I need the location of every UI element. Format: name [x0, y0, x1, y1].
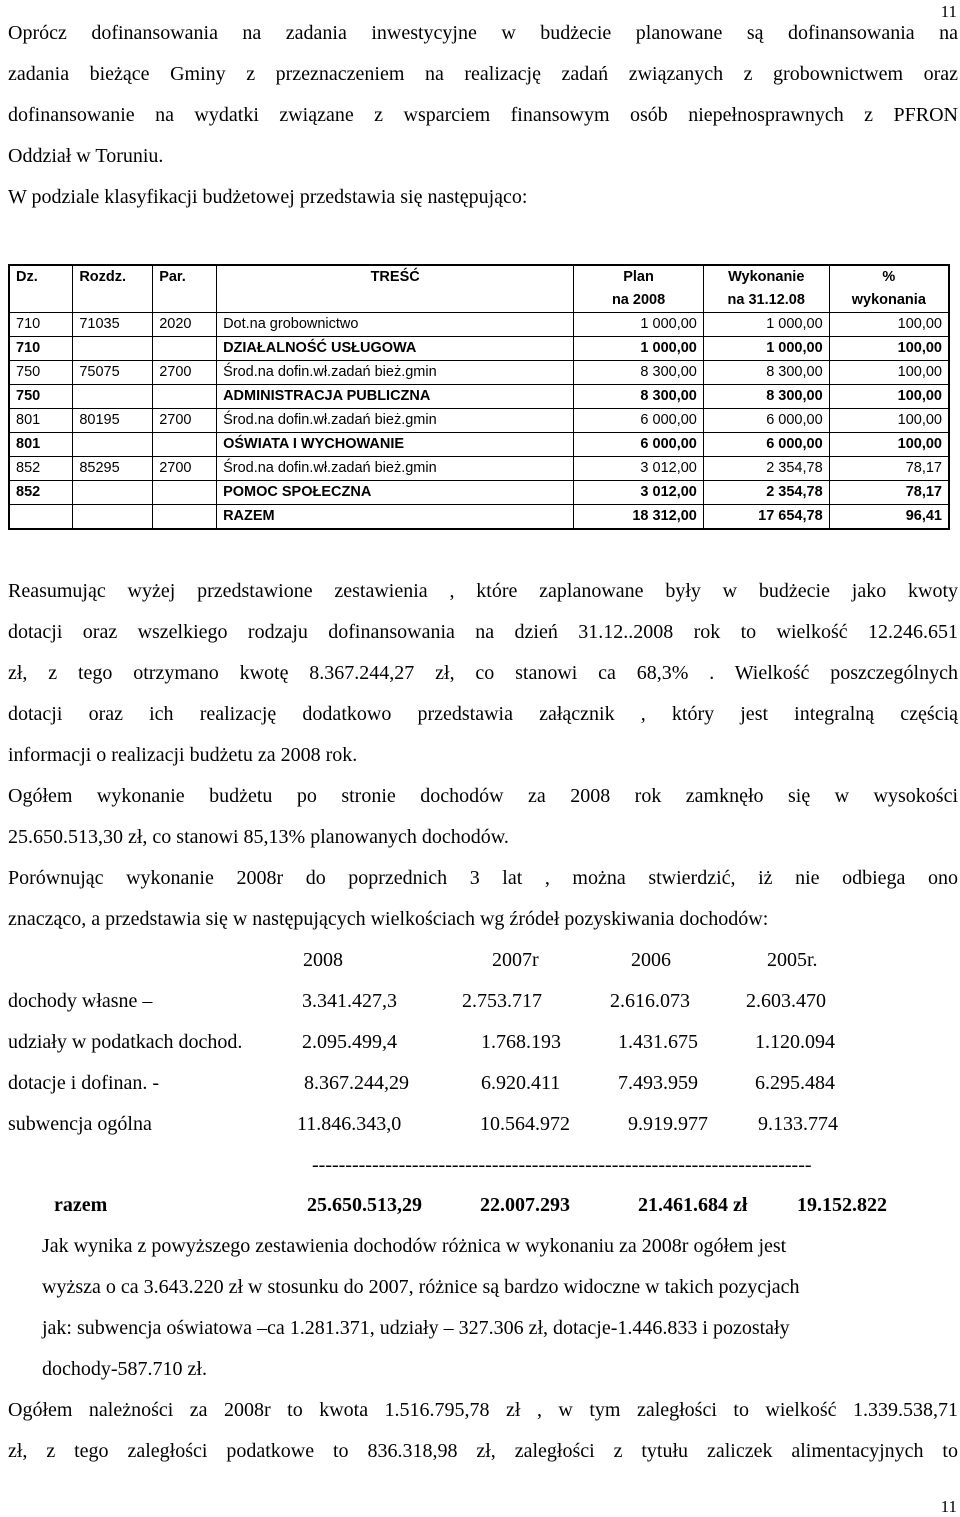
cell-dz: 801	[9, 409, 73, 433]
summary-line-4: dotacji oraz ich realizację dodatkowo przedstawia załącznik , który jest integralną częścią	[8, 703, 958, 725]
cell-rozdz	[73, 337, 153, 361]
comparison-value: 6.920.411	[481, 1072, 561, 1094]
cell-dz: 801	[9, 433, 73, 457]
table-header-row-1	[9, 265, 949, 289]
comparison-value: 1.768.193	[481, 1031, 561, 1053]
header-plan-year: na 2008	[574, 289, 704, 313]
header-dz: Dz.	[9, 265, 73, 289]
income-line-1: Ogółem wykonanie budżetu po stronie dochodów za 2008 rok zamknęło się w wysokości	[8, 785, 958, 807]
cell-percent: 96,41	[829, 505, 949, 530]
cell-wykonanie: 6 000,00	[703, 433, 829, 457]
header-dz-cont	[9, 289, 73, 313]
cell-tresc: DZIAŁALNOŚĆ USŁUGOWA	[217, 337, 574, 361]
comparison-value: 7.493.959	[618, 1072, 698, 1094]
intro-line-1: Oprócz dofinansowania na zadania inwestycyjne w budżecie planowane są dofinansowania na	[8, 22, 958, 44]
comparison-value: 11.846.343,0	[297, 1113, 402, 1135]
cell-rozdz: 71035	[73, 313, 153, 337]
cell-percent: 100,00	[829, 409, 949, 433]
summary-line-1: Reasumując wyżej przedstawione zestawienia , które zaplanowane były w budżecie jako kwoty	[8, 580, 958, 602]
cell-plan: 6 000,00	[574, 433, 704, 457]
cell-plan: 1 000,00	[574, 337, 704, 361]
cell-percent: 100,00	[829, 385, 949, 409]
cell-plan: 3 012,00	[574, 457, 704, 481]
cell-plan: 3 012,00	[574, 481, 704, 505]
cell-wykonanie: 1 000,00	[703, 313, 829, 337]
table-row	[9, 505, 949, 530]
header-rozdz-cont	[73, 289, 153, 313]
table-row	[9, 481, 949, 505]
cell-percent: 100,00	[829, 313, 949, 337]
comparison-total-value: 25.650.513,29	[307, 1194, 422, 1216]
header-tresc-cont	[217, 289, 574, 313]
receivables-line-1: Ogółem należności za 2008r to kwota 1.516.795,78 zł , w tym zaległości to wielkość 1.339.538,71	[8, 1399, 958, 1421]
comparison-value: 9.133.774	[758, 1113, 838, 1135]
cell-percent: 100,00	[829, 337, 949, 361]
year-2007: 2007r	[492, 949, 539, 971]
cell-plan: 8 300,00	[574, 361, 704, 385]
comparison-value: 1.431.675	[618, 1031, 698, 1053]
cell-wykonanie: 8 300,00	[703, 361, 829, 385]
comparison-label-own-income: dochody własne –	[8, 990, 153, 1012]
comparison-value: 6.295.484	[755, 1072, 835, 1094]
cell-dz	[9, 505, 73, 530]
cell-wykonanie: 2 354,78	[703, 457, 829, 481]
year-2006: 2006	[631, 949, 671, 971]
comparison-total-value: 19.152.822	[797, 1194, 887, 1216]
cell-dz: 710	[9, 337, 73, 361]
cell-wykonanie: 2 354,78	[703, 481, 829, 505]
cell-tresc: ADMINISTRACJA PUBLICZNA	[217, 385, 574, 409]
table-header-row-2	[9, 289, 949, 313]
cell-rozdz	[73, 433, 153, 457]
cell-plan: 18 312,00	[574, 505, 704, 530]
cell-rozdz	[73, 505, 153, 530]
summary-line-5: informacji o realizacji budżetu za 2008 rok.	[8, 744, 358, 766]
comparison-label-tax-shares: udziały w podatkach dochod.	[8, 1031, 243, 1053]
cell-percent: 100,00	[829, 361, 949, 385]
difference-line-4: dochody-587.710 zł.	[42, 1358, 207, 1380]
header-rozdz: Rozdz.	[73, 265, 153, 289]
cell-par: 2700	[153, 457, 217, 481]
cell-percent: 78,17	[829, 481, 949, 505]
receivables-line-2: zł, z tego zaległości podatkowe to 836.318,98 zł, zaległości z tytułu zaliczek alimentacyjnych to	[8, 1440, 958, 1462]
comparison-total-label: razem	[54, 1194, 108, 1216]
comparison-separator: ---------------------------------------------------------------------------	[312, 1154, 812, 1176]
cell-tresc: Środ.na dofin.wł.zadań bież.gmin	[217, 361, 574, 385]
cell-par: 2700	[153, 361, 217, 385]
comparison-label-grants: dotacje i dofinan. -	[8, 1072, 160, 1094]
comparison-total-value: 21.461.684 zł	[638, 1194, 748, 1216]
cell-wykonanie: 8 300,00	[703, 385, 829, 409]
comparison-value: 10.564.972	[480, 1113, 570, 1135]
cell-tresc: POMOC SPOŁECZNA	[217, 481, 574, 505]
intro-line-4: Oddział w Toruniu.	[8, 145, 164, 167]
cell-dz: 750	[9, 385, 73, 409]
header-plan: Plan	[574, 265, 704, 289]
cell-tresc: Środ.na dofin.wł.zadań bież.gmin	[217, 457, 574, 481]
cell-rozdz: 75075	[73, 361, 153, 385]
budget-table	[8, 264, 950, 530]
table-row	[9, 361, 949, 385]
comparison-value: 8.367.244,29	[304, 1072, 409, 1094]
cell-rozdz	[73, 385, 153, 409]
cell-tresc: RAZEM	[217, 505, 574, 530]
intro-line-2: zadania bieżące Gminy z przeznaczeniem na realizację zadań związanych z grobownictwem oraz	[8, 63, 958, 85]
year-2005: 2005r.	[767, 949, 818, 971]
header-wykonanie: Wykonanie	[703, 265, 829, 289]
header-tresc: TREŚĆ	[217, 265, 574, 289]
header-par: Par.	[153, 265, 217, 289]
table-row	[9, 409, 949, 433]
comparison-value: 9.919.977	[628, 1113, 708, 1135]
cell-par	[153, 481, 217, 505]
comparison-value: 2.616.073	[610, 990, 690, 1012]
comparison-value: 3.341.427,3	[302, 990, 397, 1012]
cell-wykonanie: 1 000,00	[703, 337, 829, 361]
cell-tresc: OŚWIATA I WYCHOWANIE	[217, 433, 574, 457]
header-par-cont	[153, 289, 217, 313]
table-row	[9, 457, 949, 481]
classification-intro: W podziale klasyfikacji budżetowej przedstawia się następująco:	[8, 186, 528, 208]
intro-line-3: dofinansowanie na wydatki związane z wsparciem finansowym osób niepełnosprawnych z PFRON	[8, 104, 958, 126]
cell-par	[153, 505, 217, 530]
comparison-value: 2.753.717	[462, 990, 542, 1012]
cell-rozdz: 80195	[73, 409, 153, 433]
cell-par	[153, 433, 217, 457]
income-line-2: 25.650.513,30 zł, co stanowi 85,13% planowanych dochodów.	[8, 826, 509, 848]
header-wykonanie-date: na 31.12.08	[703, 289, 829, 313]
table-row	[9, 433, 949, 457]
cell-par	[153, 337, 217, 361]
cell-plan: 6 000,00	[574, 409, 704, 433]
cell-tresc: Środ.na dofin.wł.zadań bież.gmin	[217, 409, 574, 433]
cell-par: 2700	[153, 409, 217, 433]
comparison-total-value: 22.007.293	[480, 1194, 570, 1216]
cell-plan: 1 000,00	[574, 313, 704, 337]
cell-plan: 8 300,00	[574, 385, 704, 409]
cell-par: 2020	[153, 313, 217, 337]
cell-percent: 78,17	[829, 457, 949, 481]
difference-line-2: wyższa o ca 3.643.220 zł w stosunku do 2007, różnice są bardzo widoczne w takich pozycjach	[42, 1276, 800, 1298]
comparison-value: 2.603.470	[746, 990, 826, 1012]
table-row	[9, 313, 949, 337]
cell-dz: 710	[9, 313, 73, 337]
comparison-intro-line-1: Porównując wykonanie 2008r do poprzednich 3 lat , można stwierdzić, iż nie odbiega ono	[8, 867, 958, 889]
summary-line-2: dotacji oraz wszelkiego rodzaju dofinansowania na dzień 31.12..2008 rok to wielkość 12.246.651	[8, 621, 958, 643]
cell-wykonanie: 17 654,78	[703, 505, 829, 530]
page-number-top: 11	[940, 2, 957, 21]
year-2008: 2008	[303, 949, 343, 971]
cell-rozdz: 85295	[73, 457, 153, 481]
comparison-label-subsidy: subwencja ogólna	[8, 1113, 152, 1135]
cell-rozdz	[73, 481, 153, 505]
cell-par	[153, 385, 217, 409]
cell-tresc: Dot.na grobownictwo	[217, 313, 574, 337]
table-row	[9, 337, 949, 361]
difference-line-3: jak: subwencja oświatowa –ca 1.281.371, udziały – 327.306 zł, dotacje-1.446.833 i pozostały	[42, 1317, 790, 1339]
cell-wykonanie: 6 000,00	[703, 409, 829, 433]
cell-dz: 750	[9, 361, 73, 385]
cell-dz: 852	[9, 481, 73, 505]
header-percent: %	[829, 265, 949, 289]
comparison-value: 2.095.499,4	[302, 1031, 397, 1053]
difference-line-1: Jak wynika z powyższego zestawienia dochodów różnica w wykonaniu za 2008r ogółem jest	[42, 1235, 787, 1257]
page-number-bottom: 11	[940, 1497, 957, 1516]
summary-line-3: zł, z tego otrzymano kwotę 8.367.244,27 zł, co stanowi ca 68,3% . Wielkość poszczególnych	[8, 662, 958, 684]
table-row	[9, 385, 949, 409]
comparison-intro-line-2: znacząco, a przedstawia się w następujących wielkościach wg źródeł pozyskiwania dochodów:	[8, 908, 769, 930]
cell-dz: 852	[9, 457, 73, 481]
header-percent-label: wykonania	[829, 289, 949, 313]
comparison-value: 1.120.094	[755, 1031, 835, 1053]
cell-percent: 100,00	[829, 433, 949, 457]
